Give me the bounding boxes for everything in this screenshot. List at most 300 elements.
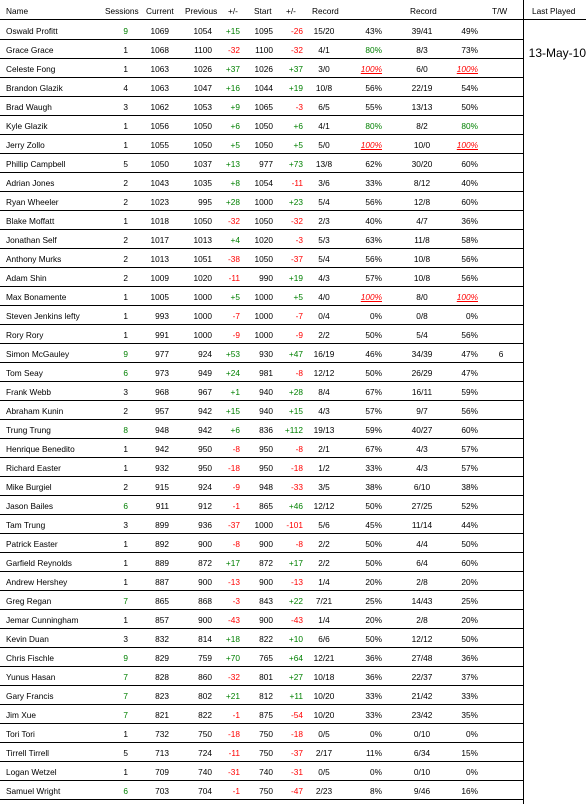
current-rating: 973	[155, 368, 169, 378]
previous-rating: 900	[198, 615, 212, 625]
current-rating: 1063	[150, 83, 169, 93]
overall-win-pct: 16%	[461, 786, 478, 796]
session-win-pct: 100%	[360, 140, 382, 150]
change-from-previous: +5	[230, 292, 240, 302]
sessions-value: 2	[123, 178, 128, 188]
change-from-previous: -9	[232, 330, 240, 340]
player-name: Oswald Profitt	[6, 26, 58, 36]
previous-rating: 1051	[193, 254, 212, 264]
previous-rating: 1100	[194, 45, 212, 55]
session-record: 0/4	[318, 311, 330, 321]
sessions-value: 1	[123, 292, 128, 302]
start-rating: 1050	[254, 140, 273, 150]
change-from-start: -31	[291, 767, 303, 777]
table-row	[0, 780, 524, 800]
change-from-start: +73	[288, 159, 303, 169]
overall-win-pct: 36%	[461, 653, 478, 663]
change-from-start: +46	[288, 501, 303, 511]
start-rating: 1065	[254, 102, 273, 112]
table-row	[0, 552, 524, 572]
table-row	[0, 115, 524, 135]
session-win-pct: 0%	[370, 311, 382, 321]
table-row	[0, 134, 524, 154]
header-record-1: Record	[312, 6, 339, 16]
player-name: Greg Regan	[6, 596, 52, 606]
sessions-value: 2	[123, 235, 128, 245]
column-divider	[523, 0, 524, 804]
session-record: 12/12	[313, 501, 335, 511]
start-rating: 812	[259, 691, 273, 701]
player-name: Trung Trung	[6, 425, 51, 435]
player-name: Yunus Hasan	[6, 672, 56, 682]
session-record: 15/20	[313, 26, 335, 36]
table-row	[0, 267, 524, 287]
session-win-pct: 33%	[365, 463, 382, 473]
previous-rating: 1037	[193, 159, 212, 169]
overall-record: 10/8	[413, 254, 431, 264]
session-record: 4/0	[318, 292, 330, 302]
session-win-pct: 50%	[365, 558, 382, 568]
header-last-played: Last Played	[532, 6, 576, 16]
sessions-value: 4	[123, 83, 128, 93]
player-name: Max Bonamente	[6, 292, 67, 302]
current-rating: 977	[155, 349, 169, 359]
start-rating: 1000	[254, 330, 273, 340]
session-win-pct: 33%	[365, 691, 382, 701]
overall-win-pct: 36%	[461, 216, 478, 226]
previous-rating: 724	[198, 748, 212, 758]
change-from-start: +5	[293, 292, 303, 302]
table-row	[0, 210, 524, 230]
previous-rating: 814	[198, 634, 212, 644]
change-from-start: -101	[286, 520, 303, 530]
start-rating: 950	[259, 444, 273, 454]
player-name: Rory Rory	[6, 330, 44, 340]
player-name: Jonathan Self	[6, 235, 57, 245]
overall-win-pct: 54%	[461, 83, 478, 93]
sessions-value: 1	[123, 577, 128, 587]
session-win-pct: 56%	[365, 197, 382, 207]
current-rating: 829	[155, 653, 169, 663]
session-win-pct: 45%	[365, 520, 382, 530]
sessions-value: 2	[123, 406, 128, 416]
session-record: 10/20	[313, 691, 335, 701]
session-record: 4/1	[318, 121, 330, 131]
overall-record: 2/8	[416, 615, 428, 625]
header-plus-minus-1: +/-	[228, 6, 238, 16]
start-rating: 977	[259, 159, 273, 169]
player-name: Kevin Duan	[6, 634, 49, 644]
overall-record: 14/43	[411, 596, 433, 606]
overall-win-pct: 56%	[461, 273, 478, 283]
sessions-value: 5	[123, 748, 128, 758]
session-record: 2/3	[318, 216, 330, 226]
player-name: Tom Seay	[6, 368, 43, 378]
overall-win-pct: 49%	[461, 26, 478, 36]
session-win-pct: 55%	[365, 102, 382, 112]
change-from-start: -9	[295, 330, 303, 340]
current-rating: 1018	[150, 216, 169, 226]
previous-rating: 900	[198, 577, 212, 587]
start-rating: 950	[259, 463, 273, 473]
current-rating: 857	[155, 615, 169, 625]
change-from-start: -18	[291, 463, 303, 473]
change-from-previous: +6	[230, 425, 240, 435]
current-rating: 1069	[150, 26, 169, 36]
overall-win-pct: 0%	[466, 311, 478, 321]
session-record: 5/3	[318, 235, 330, 245]
session-win-pct: 50%	[365, 501, 382, 511]
current-rating: 899	[155, 520, 169, 530]
table-row	[0, 286, 524, 306]
change-from-previous: +18	[225, 634, 240, 644]
current-rating: 915	[155, 482, 169, 492]
session-win-pct: 20%	[365, 577, 382, 587]
session-win-pct: 50%	[365, 634, 382, 644]
change-from-start: +28	[288, 387, 303, 397]
previous-rating: 1054	[193, 26, 212, 36]
session-record: 1/2	[318, 463, 330, 473]
session-record: 10/20	[313, 710, 335, 720]
overall-record: 6/0	[416, 64, 428, 74]
start-rating: 981	[259, 368, 273, 378]
overall-win-pct: 100%	[456, 140, 478, 150]
sessions-value: 9	[123, 26, 128, 36]
previous-rating: 949	[198, 368, 212, 378]
session-win-pct: 36%	[365, 672, 382, 682]
session-record: 8/4	[318, 387, 330, 397]
previous-rating: 900	[198, 539, 212, 549]
change-from-start: -3	[295, 102, 303, 112]
current-rating: 1043	[150, 178, 169, 188]
previous-rating: 950	[198, 444, 212, 454]
change-from-start: -47	[291, 786, 303, 796]
previous-rating: 1000	[193, 292, 212, 302]
overall-record: 34/39	[411, 349, 433, 359]
session-record: 3/6	[318, 178, 330, 188]
session-win-pct: 56%	[365, 254, 382, 264]
overall-win-pct: 60%	[461, 558, 478, 568]
table-row	[0, 590, 524, 610]
overall-record: 22/19	[411, 83, 433, 93]
overall-win-pct: 33%	[461, 691, 478, 701]
current-rating: 993	[155, 311, 169, 321]
session-win-pct: 33%	[365, 710, 382, 720]
current-rating: 889	[155, 558, 169, 568]
overall-record: 6/34	[413, 748, 431, 758]
player-name: Henrique Benedito	[6, 444, 75, 454]
table-row	[0, 39, 524, 59]
table-row	[0, 248, 524, 268]
table-row	[0, 58, 524, 78]
overall-win-pct: 37%	[461, 672, 478, 682]
change-from-start: +27	[288, 672, 303, 682]
previous-rating: 942	[198, 406, 212, 416]
player-name: Ryan Wheeler	[6, 197, 59, 207]
player-name: Brandon Glazik	[6, 83, 63, 93]
previous-rating: 1050	[193, 121, 212, 131]
change-from-start: +22	[288, 596, 303, 606]
session-win-pct: 40%	[365, 216, 382, 226]
current-rating: 1005	[150, 292, 169, 302]
sessions-value: 6	[123, 501, 128, 511]
start-rating: 865	[259, 501, 273, 511]
sessions-value: 3	[123, 102, 128, 112]
header-current: Current	[146, 6, 174, 16]
change-from-start: +64	[288, 653, 303, 663]
sessions-value: 7	[123, 691, 128, 701]
session-record: 7/21	[315, 596, 333, 606]
overall-record: 23/42	[411, 710, 433, 720]
start-rating: 822	[259, 634, 273, 644]
change-from-start: +37	[288, 64, 303, 74]
sessions-value: 1	[123, 64, 128, 74]
start-rating: 1000	[254, 520, 273, 530]
change-from-start: +6	[293, 121, 303, 131]
session-record: 12/21	[313, 653, 335, 663]
change-from-start: -54	[291, 710, 303, 720]
previous-rating: 1035	[193, 178, 212, 188]
sessions-value: 2	[123, 197, 128, 207]
session-record: 5/4	[318, 197, 330, 207]
previous-rating: 860	[198, 672, 212, 682]
overall-record: 8/12	[413, 178, 431, 188]
current-rating: 1009	[150, 273, 169, 283]
player-name: Patrick Easter	[6, 539, 58, 549]
current-rating: 828	[155, 672, 169, 682]
change-from-previous: +16	[225, 83, 240, 93]
session-win-pct: 57%	[365, 406, 382, 416]
current-rating: 865	[155, 596, 169, 606]
change-from-previous: +4	[230, 235, 240, 245]
change-from-start: -37	[291, 254, 303, 264]
table-row	[0, 172, 524, 192]
overall-record: 4/3	[416, 444, 428, 454]
change-from-previous: -18	[228, 729, 240, 739]
change-from-start: -11	[291, 178, 303, 188]
sessions-value: 1	[123, 558, 128, 568]
session-record: 3/0	[318, 64, 330, 74]
overall-win-pct: 59%	[461, 387, 478, 397]
session-win-pct: 50%	[365, 368, 382, 378]
table-row	[0, 761, 524, 781]
sessions-value: 7	[123, 710, 128, 720]
previous-rating: 1000	[193, 311, 212, 321]
table-row	[0, 400, 524, 420]
header-previous: Previous	[185, 6, 218, 16]
session-win-pct: 43%	[365, 26, 382, 36]
current-rating: 892	[155, 539, 169, 549]
start-rating: 750	[259, 729, 273, 739]
previous-rating: 1013	[193, 235, 212, 245]
overall-win-pct: 60%	[461, 425, 478, 435]
player-name: Tirrell Tirrell	[6, 748, 50, 758]
change-from-previous: -32	[228, 216, 240, 226]
overall-win-pct: 50%	[461, 634, 478, 644]
session-record: 4/3	[318, 273, 330, 283]
sessions-value: 1	[123, 121, 128, 131]
start-rating: 1000	[254, 197, 273, 207]
table-row	[0, 609, 524, 629]
overall-win-pct: 25%	[461, 596, 478, 606]
table-row	[0, 438, 524, 458]
change-from-start: -43	[291, 615, 303, 625]
sessions-value: 1	[123, 45, 128, 55]
start-rating: 750	[259, 786, 273, 796]
current-rating: 732	[155, 729, 169, 739]
previous-rating: 1026	[193, 64, 212, 74]
change-from-previous: +6	[230, 121, 240, 131]
table-row	[0, 685, 524, 705]
previous-rating: 1000	[193, 330, 212, 340]
player-name: Jerry Zollo	[6, 140, 45, 150]
header-name: Name	[6, 6, 29, 16]
change-from-previous: -8	[232, 539, 240, 549]
session-win-pct: 57%	[365, 273, 382, 283]
start-rating: 900	[259, 577, 273, 587]
previous-rating: 1050	[193, 216, 212, 226]
sessions-value: 7	[123, 596, 128, 606]
session-record: 2/17	[315, 748, 333, 758]
change-from-previous: -13	[228, 577, 240, 587]
session-record: 0/5	[318, 729, 330, 739]
change-from-previous: -32	[228, 672, 240, 682]
current-rating: 1050	[150, 159, 169, 169]
overall-record: 4/7	[416, 216, 428, 226]
change-from-previous: -1	[232, 710, 240, 720]
change-from-previous: +37	[225, 64, 240, 74]
overall-win-pct: 40%	[461, 178, 478, 188]
header-tw: T/W	[492, 6, 508, 16]
current-rating: 1055	[150, 140, 169, 150]
overall-record: 10/0	[413, 140, 431, 150]
change-from-start: -26	[291, 26, 303, 36]
start-rating: 940	[259, 406, 273, 416]
session-win-pct: 100%	[360, 64, 382, 74]
overall-win-pct: 56%	[461, 330, 478, 340]
player-name: Andrew Hershey	[6, 577, 68, 587]
change-from-previous: -32	[228, 45, 240, 55]
header-record-2: Record	[410, 6, 437, 16]
overall-record: 2/8	[416, 577, 428, 587]
session-record: 2/1	[318, 444, 330, 454]
sessions-value: 3	[123, 634, 128, 644]
previous-rating: 740	[198, 767, 212, 777]
overall-win-pct: 47%	[461, 368, 478, 378]
change-from-previous: +17	[225, 558, 240, 568]
overall-win-pct: 50%	[461, 102, 478, 112]
change-from-start: -32	[291, 216, 303, 226]
sessions-value: 9	[123, 349, 128, 359]
change-from-previous: -7	[232, 311, 240, 321]
session-win-pct: 100%	[360, 292, 382, 302]
current-rating: 1013	[150, 254, 169, 264]
session-win-pct: 80%	[365, 121, 382, 131]
player-name: Celeste Fong	[6, 64, 56, 74]
table-row	[0, 324, 524, 344]
change-from-previous: -38	[228, 254, 240, 264]
overall-record: 8/3	[416, 45, 428, 55]
session-record: 1/4	[318, 577, 330, 587]
previous-rating: 802	[198, 691, 212, 701]
current-rating: 823	[155, 691, 169, 701]
current-rating: 709	[155, 767, 169, 777]
start-rating: 1000	[254, 292, 273, 302]
change-from-previous: +13	[225, 159, 240, 169]
header-plus-minus-2: +/-	[286, 6, 296, 16]
session-win-pct: 63%	[365, 235, 382, 245]
start-rating: 875	[259, 710, 273, 720]
table-row	[0, 96, 524, 116]
session-win-pct: 67%	[365, 387, 382, 397]
change-from-start: +10	[288, 634, 303, 644]
change-from-previous: -9	[232, 482, 240, 492]
current-rating: 942	[155, 444, 169, 454]
change-from-start: +19	[288, 83, 303, 93]
session-win-pct: 0%	[370, 729, 382, 739]
player-name: Grace Grace	[6, 45, 54, 55]
change-from-start: +17	[288, 558, 303, 568]
start-rating: 843	[259, 596, 273, 606]
previous-rating: 950	[198, 463, 212, 473]
current-rating: 887	[155, 577, 169, 587]
session-record: 0/5	[318, 767, 330, 777]
change-from-previous: +9	[230, 102, 240, 112]
session-record: 19/13	[313, 425, 335, 435]
start-rating: 900	[259, 615, 273, 625]
change-from-previous: -1	[232, 501, 240, 511]
overall-win-pct: 35%	[461, 710, 478, 720]
overall-win-pct: 47%	[461, 349, 478, 359]
change-from-start: -37	[291, 748, 303, 758]
sessions-value: 1	[123, 539, 128, 549]
sessions-value: 6	[123, 786, 128, 796]
change-from-start: -13	[291, 577, 303, 587]
change-from-previous: +70	[225, 653, 240, 663]
sessions-value: 9	[123, 653, 128, 663]
overall-record: 27/25	[411, 501, 433, 511]
change-from-previous: -8	[232, 444, 240, 454]
player-name: Richard Easter	[6, 463, 61, 473]
start-rating: 1054	[254, 178, 273, 188]
sessions-value: 1	[123, 729, 128, 739]
session-record: 1/4	[318, 615, 330, 625]
change-from-start: -7	[295, 311, 303, 321]
table-row	[0, 457, 524, 477]
player-name: Gary Francis	[6, 691, 54, 701]
session-record: 5/0	[318, 140, 330, 150]
start-rating: 1050	[254, 254, 273, 264]
player-name: Tori Tori	[6, 729, 35, 739]
change-from-previous: -3	[232, 596, 240, 606]
change-from-start: -18	[291, 729, 303, 739]
start-rating: 836	[259, 425, 273, 435]
player-name: Phillip Campbell	[6, 159, 66, 169]
overall-record: 5/4	[416, 330, 428, 340]
session-record: 4/3	[318, 406, 330, 416]
table-row	[0, 77, 524, 97]
current-rating: 1068	[150, 45, 169, 55]
overall-win-pct: 44%	[461, 520, 478, 530]
overall-win-pct: 60%	[461, 159, 478, 169]
overall-record: 21/42	[411, 691, 433, 701]
sessions-value: 1	[123, 330, 128, 340]
overall-win-pct: 73%	[461, 45, 478, 55]
change-from-start: -33	[291, 482, 303, 492]
session-win-pct: 50%	[365, 330, 382, 340]
change-from-start: +47	[288, 349, 303, 359]
overall-record: 11/14	[411, 520, 433, 530]
